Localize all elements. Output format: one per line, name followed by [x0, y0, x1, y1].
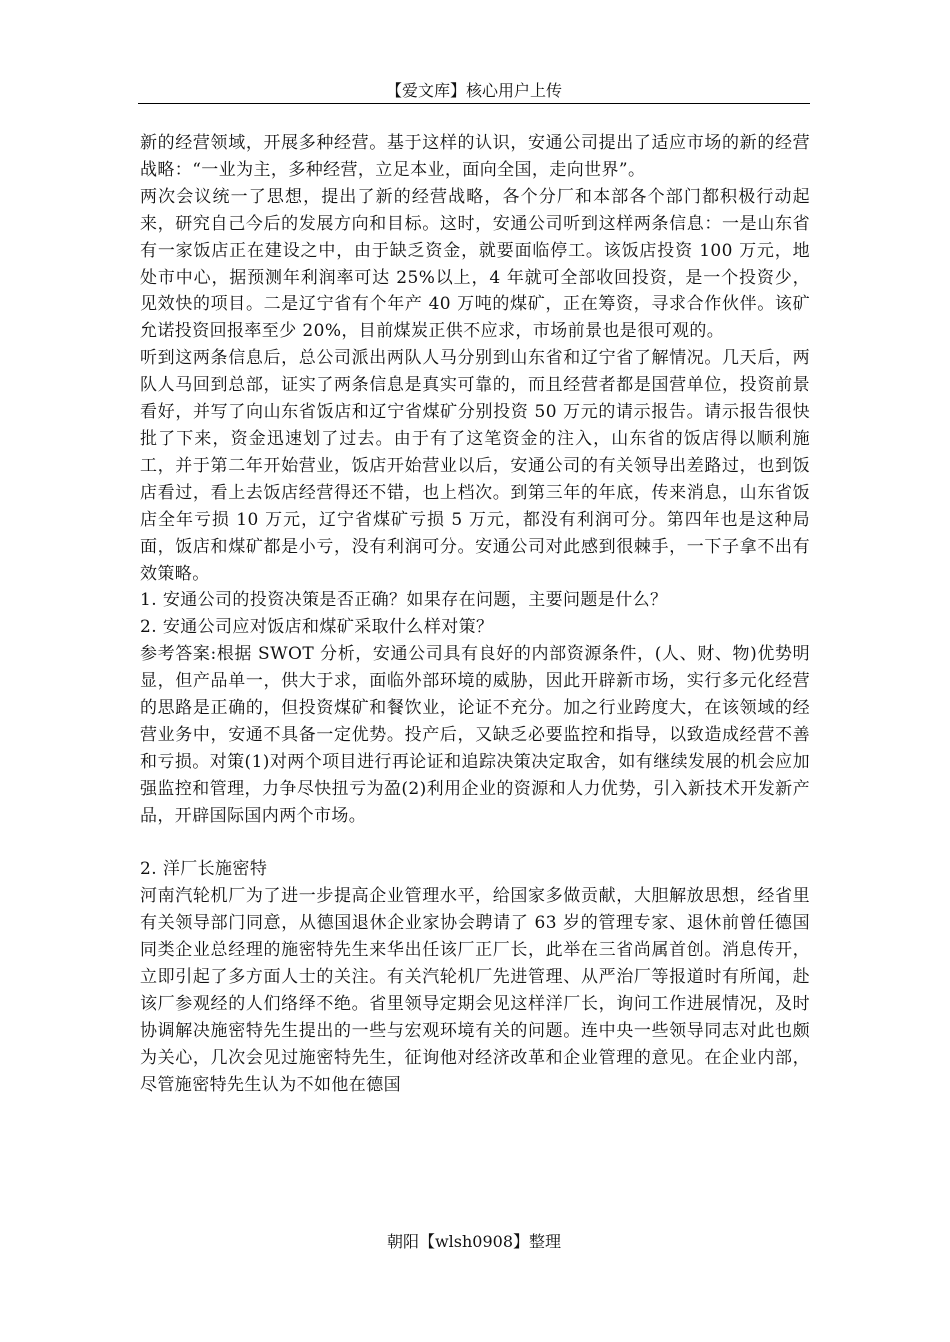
case-2-heading: 2. 洋厂长施密特 — [140, 859, 268, 880]
question-2: 2. 安通公司应对饭店和煤矿采取什么样对策？ — [140, 617, 494, 638]
paragraph-investment-result: 听到这两条信息后，总公司派出两队人马分别到山东省和辽宁省了解情况。几天后，两队人马回到总部，证实了两条信息是真实可靠的，而且经营者都是国营单位，投资前景看好，并写了向山东省饭店和辽宁省煤矿分别投资 50 万元的请示报告。请示报告很快批了下来，资金迅速划了过去。由于有了这笔资金的注入，山东省的饭店得以顺利施工，并于第二年开始营业，饭店开始营业以后，安通公司的有关领导出差路过，也到饭店看过，看上去饭店经营得还不错，也上档次。到第三年的年底，传来消息，山东省饭店全年亏损 10 万元，辽宁省煤矿亏损 5 万元，都没有利润可分。第四年也是这种局面，饭店和煤矿都是小亏，没有利润可分。安通公司对此感到很棘手，一下子拿不出有效策略。 — [140, 348, 810, 584]
reference-answer: 参考答案:根据 SWOT 分析，安通公司具有良好的内部资源条件，(人、财、物)优势明显，但产品单一，供大于求，面临外部环境的威胁，因此开辟新市场，实行多元化经营的思路是正确的，但投资煤矿和餐饮业，论证不充分。加之行业跨度大，在该领域的经营业务中，安通不具备一定优势。投产后，又缺乏必要监控和指导，以致造成经营不善和亏损。对策(1)对两个项目进行再论证和追踪决策决定取舍，如有继续发展的机会应加强监控和管理，力争尽快扭亏为盈(2)利用企业的资源和人力优势，引入新技术开发新产品，开辟国际国内两个市场。 — [140, 644, 810, 826]
header-divider — [138, 103, 810, 104]
page-header: 【爱文库】核心用户上传 — [385, 81, 562, 100]
paragraph-case-2: 河南汽轮机厂为了进一步提高企业管理水平，给国家多做贡献，大胆解放思想，经省里有关领导部门同意，从德国退休企业家协会聘请了 63 岁的管理专家、退休前曾任德国同类企业总经理的施密特先生来华出任该厂正厂长，此举在三省尚属首创。消息传开，立即引起了多方面人士的关注。有关汽轮机厂先进管理、从严治厂等报道时有所闻，赴该厂参观经的人们络绎不绝。省里领导定期会见这样洋厂长，询问工作进展情况，及时协调解决施密特先生提出的一些与宏观环境有关的问题。连中央一些领导同志对此也颇为关心，几次会见过施密特先生，征询他对经济改革和企业管理的意见。在企业内部，尽管施密特先生认为不如他在德国 — [140, 886, 810, 1095]
question-1: 1. 安通公司的投资决策是否正确？如果存在问题，主要问题是什么？ — [140, 590, 668, 611]
paragraph-strategy: 新的经营领域，开展多种经营。基于这样的认识，安通公司提出了适应市场的新的经营战略：“一业为主，多种经营，立足本业，面向全国，走向世界”。 — [140, 133, 810, 180]
document-body — [140, 130, 810, 1099]
paragraph-investment-info: 两次会议统一了思想，提出了新的经营战略，各个分厂和本部各个部门都积极行动起来，研究自己今后的发展方向和目标。这时，安通公司听到这样两条信息：一是山东省有一家饭店正在建设之中，由于缺乏资金，就要面临停工。该饭店投资 100 万元，地处市中心，据预测年利润率可达 25%以上，4 年就可全部收回投资，是一个投资少，见效快的项目。二是辽宁省有个年产 40 万吨的煤矿，正在筹资，寻求合作伙伴。该矿允诺投资回报率至少 20%，目前煤炭正供不应求，市场前景也是很可观的。 — [140, 186, 810, 342]
page-footer: 朝阳【wlsh0908】整理 — [386, 1232, 562, 1251]
